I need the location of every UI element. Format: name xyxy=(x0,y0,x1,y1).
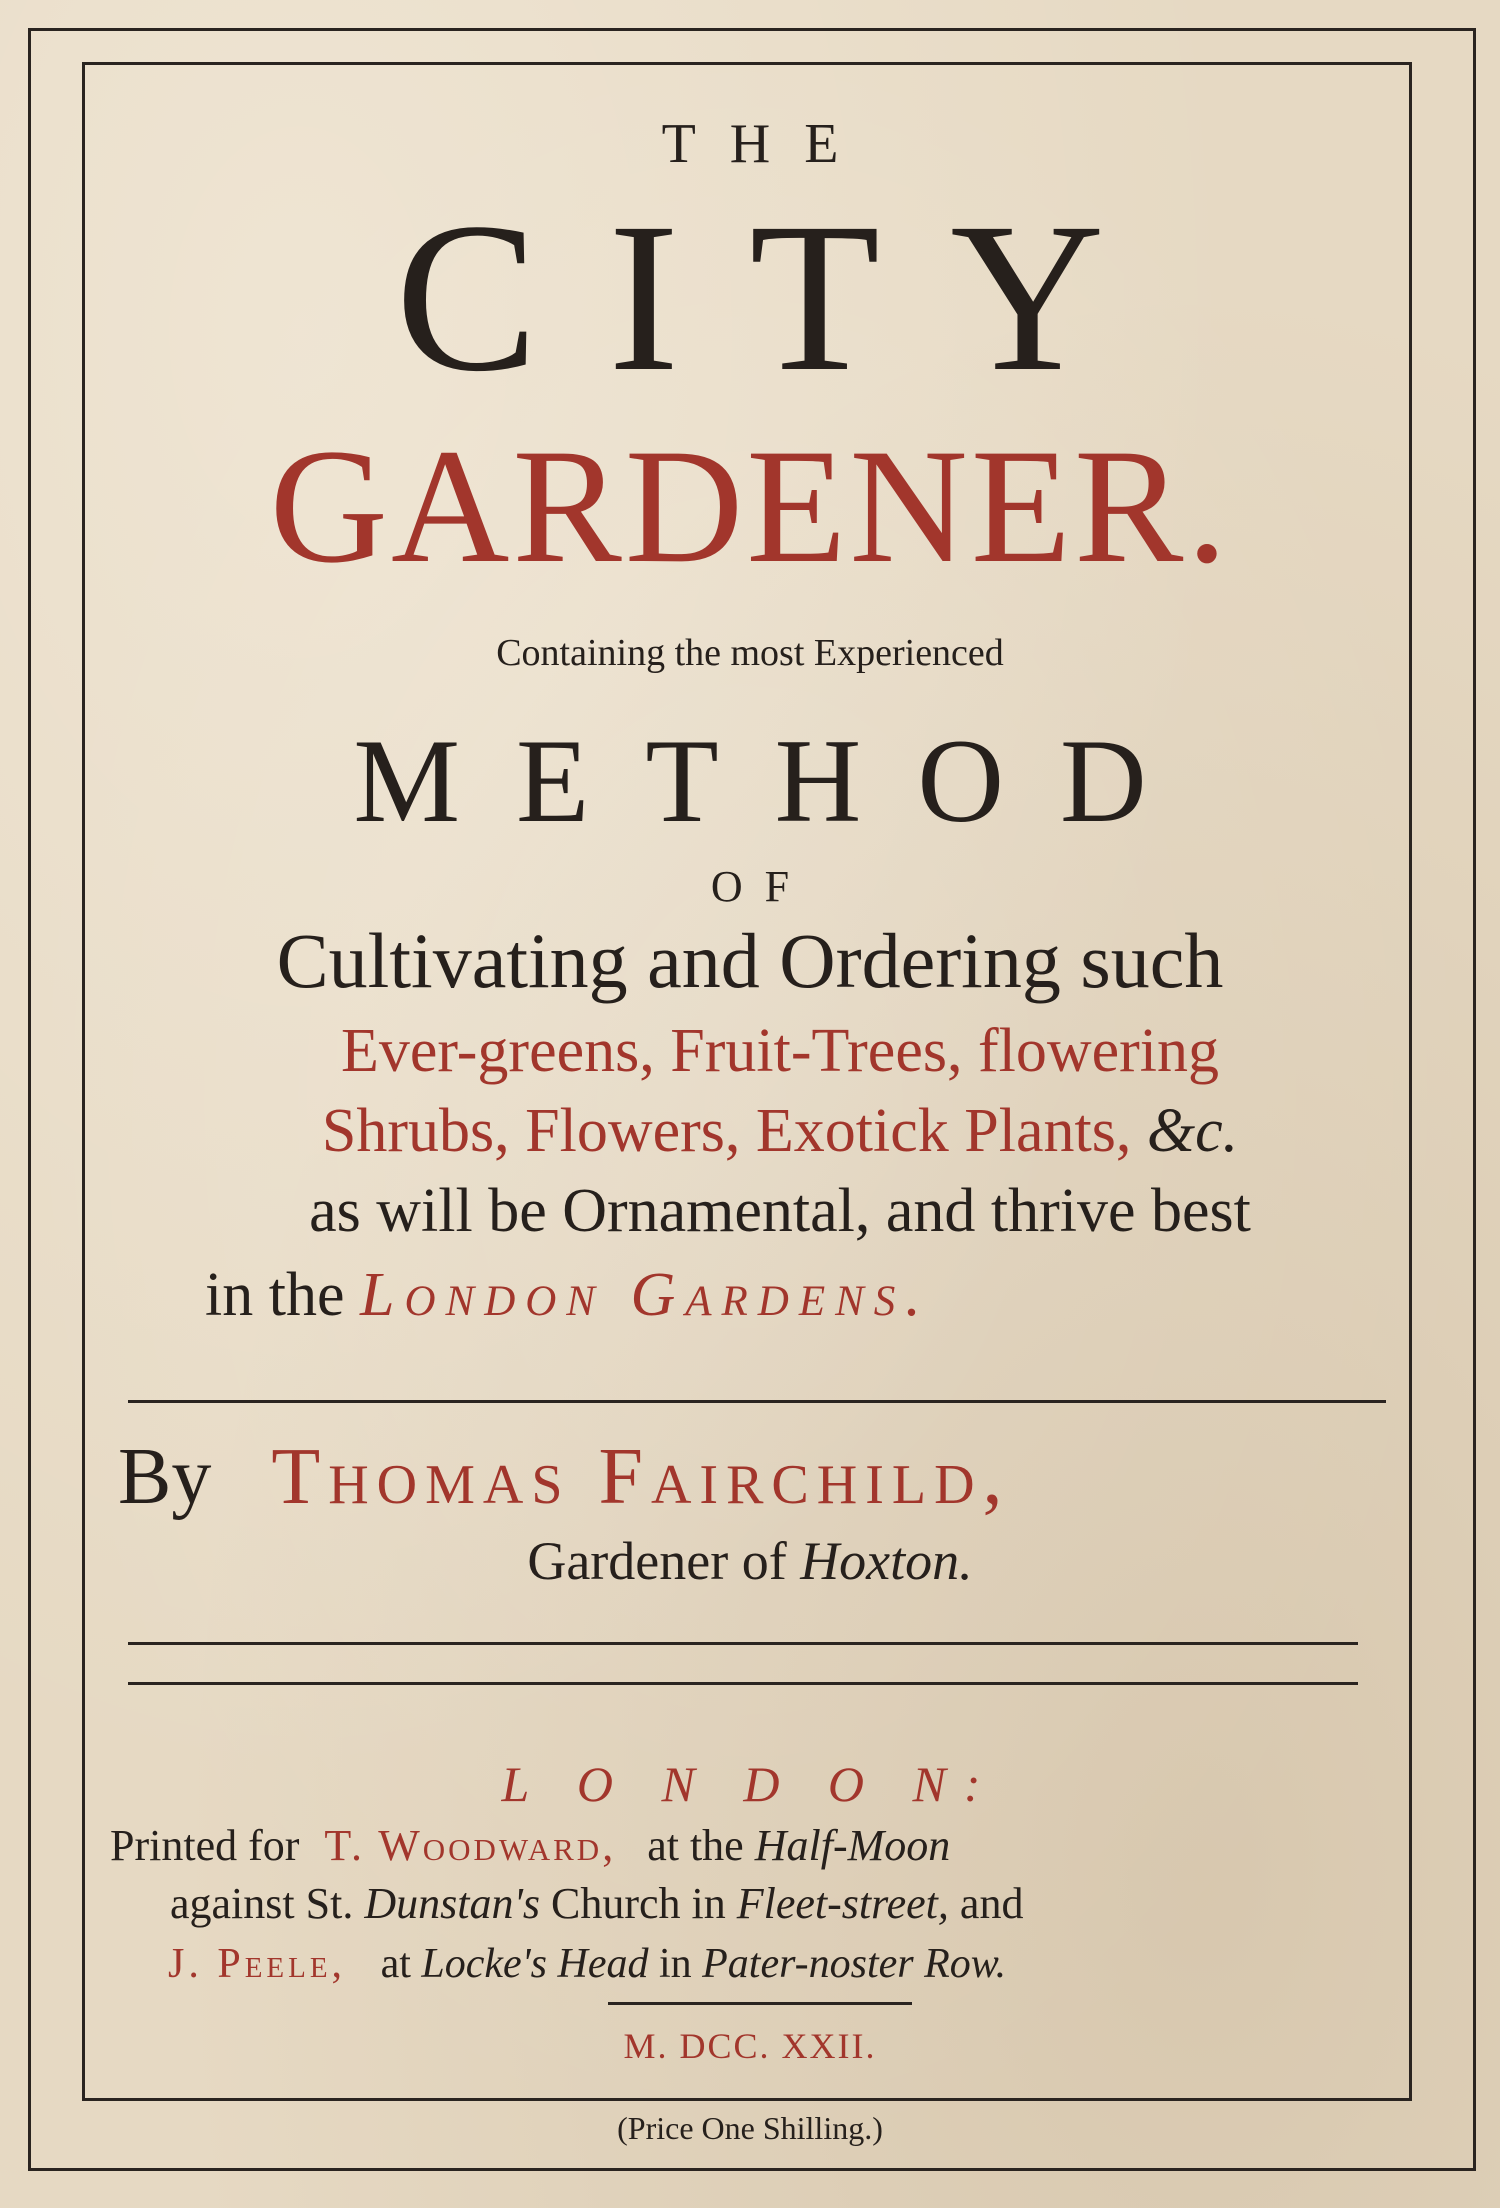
imprint-and: and xyxy=(959,1879,1024,1928)
author-role: Gardener of xyxy=(527,1531,787,1591)
imprint-in: in xyxy=(658,1941,692,1987)
author-line xyxy=(118,1432,1408,1522)
subtitle-line-cultivating: Cultivating and Ordering such xyxy=(276,917,1224,1004)
imprint-date: M. DCC. XXII. xyxy=(623,2026,877,2066)
subtitle-containing: Containing the most Experienced xyxy=(496,632,1004,674)
imprint-against: against St. xyxy=(170,1879,354,1928)
subtitle-of: OF xyxy=(710,862,812,911)
imprint-price: (Price One Shilling.) xyxy=(617,2110,883,2146)
imprint-printed-for: Printed for xyxy=(110,1821,300,1870)
imprint-line-3 xyxy=(168,1938,1408,1990)
imprint-dunstans: Dunstan's xyxy=(364,1879,540,1928)
title-gardener: GARDENER. xyxy=(269,416,1231,597)
imprint-church-in: Church in xyxy=(550,1879,726,1928)
imprint-woodward: T. Woodward, xyxy=(324,1821,617,1870)
imprint-peele: J. Peele, xyxy=(168,1941,347,1987)
author-place: Hoxton. xyxy=(800,1531,973,1591)
imprint-lockes-head: Locke's Head xyxy=(421,1941,649,1987)
divider-2a xyxy=(128,1642,1358,1645)
author-role-line xyxy=(0,1530,1500,1592)
imprint-pater-noster: Pater-noster Row. xyxy=(702,1941,1007,1987)
inner-border-top xyxy=(82,62,1412,65)
subtitle-in-the: in the xyxy=(205,1261,345,1329)
imprint-at: at xyxy=(380,1941,411,1987)
outer-border-top xyxy=(28,28,1476,31)
subtitle-line-london-gardens xyxy=(205,1260,1405,1330)
imprint-line-2 xyxy=(170,1878,1410,1930)
imprint-line-1 xyxy=(110,1820,1410,1872)
imprint-at-the: at the xyxy=(647,1821,744,1870)
imprint-fleet-street: Fleet-street, xyxy=(736,1879,949,1928)
subtitle-london-gardens: London Gardens. xyxy=(359,1261,931,1329)
author-by: By xyxy=(118,1433,212,1521)
title-city: CITY xyxy=(395,179,1175,416)
divider-3 xyxy=(608,2002,912,2005)
divider-1 xyxy=(128,1400,1386,1403)
subtitle-etc: &c. xyxy=(1146,1097,1239,1165)
imprint-city: L O N D O N: xyxy=(501,1756,999,1812)
subtitle-line-evergreens: Ever-greens, Fruit-Trees, flowering xyxy=(340,1017,1220,1085)
inner-border-bottom xyxy=(82,2098,1412,2101)
subtitle-line-shrubs xyxy=(0,1096,1500,1166)
divider-2b xyxy=(128,1682,1358,1685)
subtitle-method: METHOD xyxy=(353,714,1203,847)
author-name: Thomas Fairchild, xyxy=(271,1433,1011,1521)
outer-border-bottom xyxy=(28,2168,1476,2171)
imprint-half-moon: Half-Moon xyxy=(754,1821,951,1870)
title-the: THE xyxy=(661,113,873,175)
subtitle-line-ornamental: as will be Ornamental, and thrive best xyxy=(309,1177,1251,1245)
subtitle-shrubs-text: Shrubs, Flowers, Exotick Plants, xyxy=(321,1097,1132,1165)
